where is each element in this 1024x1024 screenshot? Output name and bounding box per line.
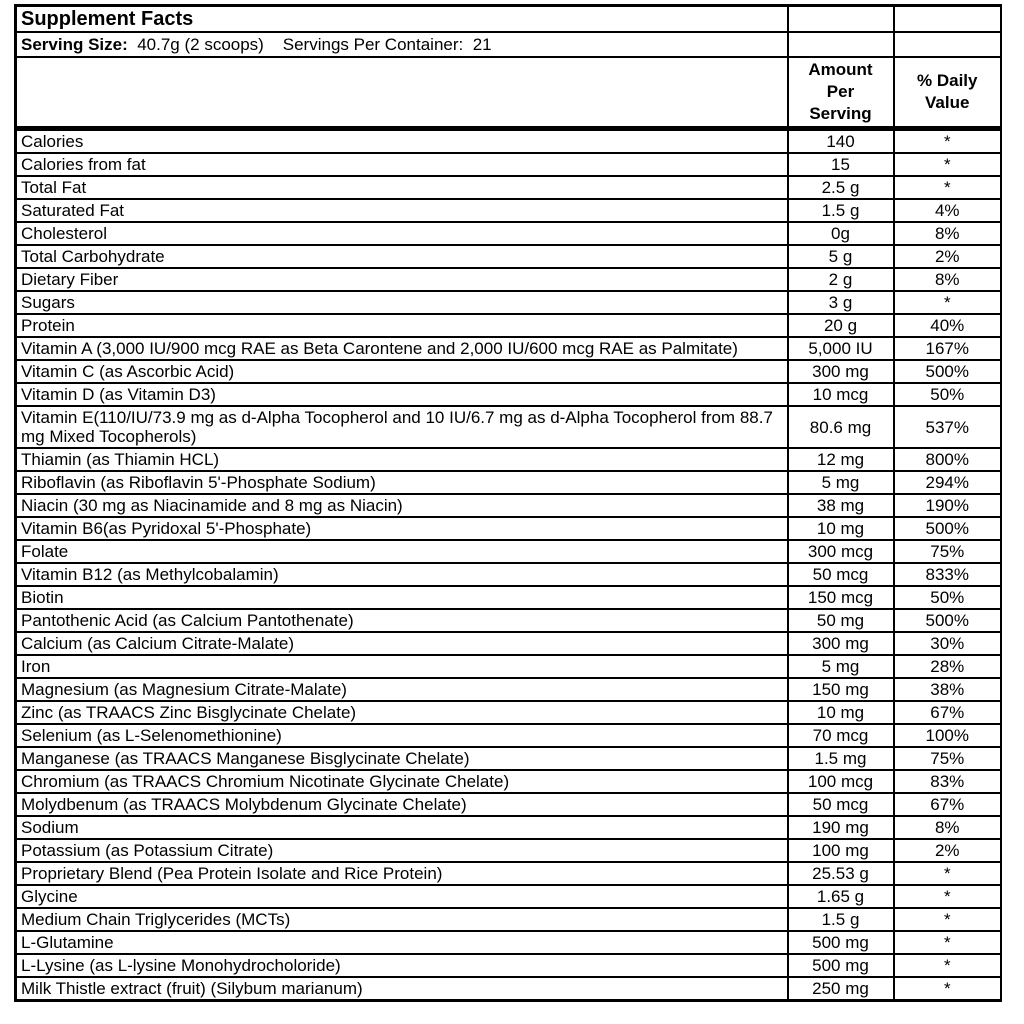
amount-value: 150 mg (788, 678, 894, 701)
table-row (16, 383, 1002, 406)
amount-value: 5 mg (788, 471, 894, 494)
daily-value: 8% (894, 816, 1002, 839)
nutrient-name: Magnesium (as Magnesium Citrate-Malate) (16, 678, 788, 701)
nutrient-name: Niacin (30 mg as Niacinamide and 8 mg as Niacin) (16, 494, 788, 517)
amount-value: 12 mg (788, 448, 894, 471)
nutrient-name: Medium Chain Triglycerides (MCTs) (16, 908, 788, 931)
nutrient-name: Pantothenic Acid (as Calcium Pantothenate) (16, 609, 788, 632)
nutrient-name: Saturated Fat (16, 199, 788, 222)
amount-value: 50 mcg (788, 793, 894, 816)
table-row (16, 609, 1002, 632)
daily-value: 100% (894, 724, 1002, 747)
amount-value: 50 mg (788, 609, 894, 632)
nutrient-name: Glycine (16, 885, 788, 908)
table-row (16, 632, 1002, 655)
daily-value: 294% (894, 471, 1002, 494)
table-row (16, 360, 1002, 383)
table-row (16, 908, 1002, 931)
nutrient-name: Total Fat (16, 176, 788, 199)
nutrient-name: Vitamin A (3,000 IU/900 mcg RAE as Beta Carontene and 2,000 IU/600 mcg RAE as Palmitate) (16, 337, 788, 360)
nutrient-name: Calories (16, 129, 788, 154)
nutrient-name: Potassium (as Potassium Citrate) (16, 839, 788, 862)
daily-value: * (894, 977, 1002, 1001)
daily-value: * (894, 153, 1002, 176)
nutrient-name: Chromium (as TRAACS Chromium Nicotinate Glycinate Chelate) (16, 770, 788, 793)
daily-value: 40% (894, 314, 1002, 337)
daily-value: 500% (894, 517, 1002, 540)
page-title: Supplement Facts (16, 6, 788, 33)
nutrient-name: Milk Thistle extract (fruit) (Silybum marianum) (16, 977, 788, 1001)
table-row (16, 176, 1002, 199)
table-row (16, 862, 1002, 885)
table-row (16, 199, 1002, 222)
daily-value: * (894, 862, 1002, 885)
nutrient-name: Sugars (16, 291, 788, 314)
nutrient-name: Molydbenum (as TRAACS Molybdenum Glycinate Chelate) (16, 793, 788, 816)
amount-value: 80.6 mg (788, 406, 894, 448)
amount-value: 1.65 g (788, 885, 894, 908)
table-row (16, 793, 1002, 816)
serving-size-label: Serving Size: (21, 35, 128, 54)
amount-value: 10 mg (788, 701, 894, 724)
daily-value: 500% (894, 609, 1002, 632)
table-row (16, 337, 1002, 360)
serving-size-value: 40.7g (2 scoops) (137, 35, 264, 54)
amount-value: 300 mg (788, 360, 894, 383)
nutrient-name: Vitamin B6(as Pyridoxal 5'-Phosphate) (16, 517, 788, 540)
nutrient-name: Sodium (16, 816, 788, 839)
amount-value: 190 mg (788, 816, 894, 839)
daily-value: 75% (894, 747, 1002, 770)
supplement-facts-label (14, 4, 1002, 1024)
daily-value: 8% (894, 222, 1002, 245)
table-row (16, 222, 1002, 245)
nutrient-name: Manganese (as TRAACS Manganese Bisglycinate Chelate) (16, 747, 788, 770)
daily-value: * (894, 291, 1002, 314)
daily-value: * (894, 931, 1002, 954)
daily-value: 833% (894, 563, 1002, 586)
amount-value: 15 (788, 153, 894, 176)
table-row (16, 494, 1002, 517)
nutrient-name: Thiamin (as Thiamin HCL) (16, 448, 788, 471)
table-row (16, 448, 1002, 471)
table-row (16, 701, 1002, 724)
amount-value: 100 mg (788, 839, 894, 862)
nutrient-name: Cholesterol (16, 222, 788, 245)
empty-cell (788, 6, 894, 33)
daily-value: 38% (894, 678, 1002, 701)
amount-value: 5,000 IU (788, 337, 894, 360)
table-row (16, 770, 1002, 793)
serving-info (16, 32, 788, 57)
table-row (16, 153, 1002, 176)
table-row (16, 406, 1002, 448)
amount-value: 0g (788, 222, 894, 245)
daily-value: 8% (894, 268, 1002, 291)
table-row (16, 885, 1002, 908)
daily-value: 50% (894, 586, 1002, 609)
title-row (16, 6, 1002, 33)
amount-value: 10 mg (788, 517, 894, 540)
table-row (16, 517, 1002, 540)
amount-value: 1.5 mg (788, 747, 894, 770)
empty-cell (894, 32, 1002, 57)
amount-value: 300 mcg (788, 540, 894, 563)
daily-value: * (894, 885, 1002, 908)
table-row (16, 314, 1002, 337)
nutrient-name: L-Glutamine (16, 931, 788, 954)
column-header-daily-value: % Daily Value (894, 57, 1002, 129)
amount-value: 300 mg (788, 632, 894, 655)
daily-value: 30% (894, 632, 1002, 655)
table-row (16, 540, 1002, 563)
daily-value: 2% (894, 245, 1002, 268)
servings-per-container-value: 21 (472, 35, 492, 54)
table-row (16, 471, 1002, 494)
amount-value: 150 mcg (788, 586, 894, 609)
table-row (16, 678, 1002, 701)
amount-value: 10 mcg (788, 383, 894, 406)
nutrient-name: Vitamin E(110/IU/73.9 mg as d-Alpha Tocopherol and 10 IU/6.7 mg as d-Alpha Tocopherol from 88.7 mg Mixed Tocopherols) (16, 406, 788, 448)
table-row (16, 268, 1002, 291)
daily-value: 800% (894, 448, 1002, 471)
column-header-amount: Amount Per Serving (788, 57, 894, 129)
nutrient-name: Proprietary Blend (Pea Protein Isolate and Rice Protein) (16, 862, 788, 885)
nutrient-rows (16, 129, 1002, 1001)
nutrient-name: Calcium (as Calcium Citrate-Malate) (16, 632, 788, 655)
nutrient-name: Selenium (as L-Selenomethionine) (16, 724, 788, 747)
table-row (16, 245, 1002, 268)
table-row (16, 655, 1002, 678)
table-row (16, 129, 1002, 154)
daily-value: * (894, 129, 1002, 154)
amount-value: 140 (788, 129, 894, 154)
nutrient-name: Protein (16, 314, 788, 337)
nutrient-name: Total Carbohydrate (16, 245, 788, 268)
servings-per-container-label: Servings Per Container: (282, 35, 464, 54)
amount-value: 5 mg (788, 655, 894, 678)
nutrient-name: Biotin (16, 586, 788, 609)
amount-value: 100 mcg (788, 770, 894, 793)
daily-value: 4% (894, 199, 1002, 222)
table-row (16, 977, 1002, 1001)
daily-value: 50% (894, 383, 1002, 406)
amount-value: 500 mg (788, 954, 894, 977)
nutrient-name: Dietary Fiber (16, 268, 788, 291)
table-row (16, 954, 1002, 977)
daily-value: * (894, 954, 1002, 977)
empty-cell (16, 57, 788, 129)
nutrient-name: Riboflavin (as Riboflavin 5'-Phosphate Sodium) (16, 471, 788, 494)
table-row (16, 563, 1002, 586)
nutrient-name: Vitamin C (as Ascorbic Acid) (16, 360, 788, 383)
amount-value: 3 g (788, 291, 894, 314)
amount-value: 50 mcg (788, 563, 894, 586)
amount-value: 1.5 g (788, 199, 894, 222)
table-row (16, 724, 1002, 747)
amount-value: 500 mg (788, 931, 894, 954)
nutrient-name: Vitamin D (as Vitamin D3) (16, 383, 788, 406)
table-row (16, 586, 1002, 609)
daily-value: * (894, 176, 1002, 199)
nutrient-name: Calories from fat (16, 153, 788, 176)
table-row (16, 839, 1002, 862)
amount-value: 250 mg (788, 977, 894, 1001)
serving-info-row (16, 32, 1002, 57)
amount-value: 38 mg (788, 494, 894, 517)
nutrient-name: L-Lysine (as L-lysine Monohydrocholoride) (16, 954, 788, 977)
amount-value: 70 mcg (788, 724, 894, 747)
daily-value: 2% (894, 839, 1002, 862)
amount-value: 2 g (788, 268, 894, 291)
table-row (16, 747, 1002, 770)
daily-value: 67% (894, 793, 1002, 816)
amount-value: 5 g (788, 245, 894, 268)
amount-value: 2.5 g (788, 176, 894, 199)
empty-cell (788, 32, 894, 57)
amount-value: 20 g (788, 314, 894, 337)
table-row (16, 816, 1002, 839)
column-header-row (16, 57, 1002, 129)
nutrient-name: Zinc (as TRAACS Zinc Bisglycinate Chelate) (16, 701, 788, 724)
daily-value: 83% (894, 770, 1002, 793)
table-row (16, 931, 1002, 954)
daily-value: 67% (894, 701, 1002, 724)
daily-value: 500% (894, 360, 1002, 383)
supplement-facts-table (14, 4, 1002, 1002)
daily-value: * (894, 908, 1002, 931)
daily-value: 537% (894, 406, 1002, 448)
empty-cell (894, 6, 1002, 33)
daily-value: 167% (894, 337, 1002, 360)
daily-value: 190% (894, 494, 1002, 517)
table-row (16, 291, 1002, 314)
daily-value: 75% (894, 540, 1002, 563)
amount-value: 1.5 g (788, 908, 894, 931)
amount-value: 25.53 g (788, 862, 894, 885)
nutrient-name: Iron (16, 655, 788, 678)
nutrient-name: Vitamin B12 (as Methylcobalamin) (16, 563, 788, 586)
daily-value: 28% (894, 655, 1002, 678)
nutrient-name: Folate (16, 540, 788, 563)
